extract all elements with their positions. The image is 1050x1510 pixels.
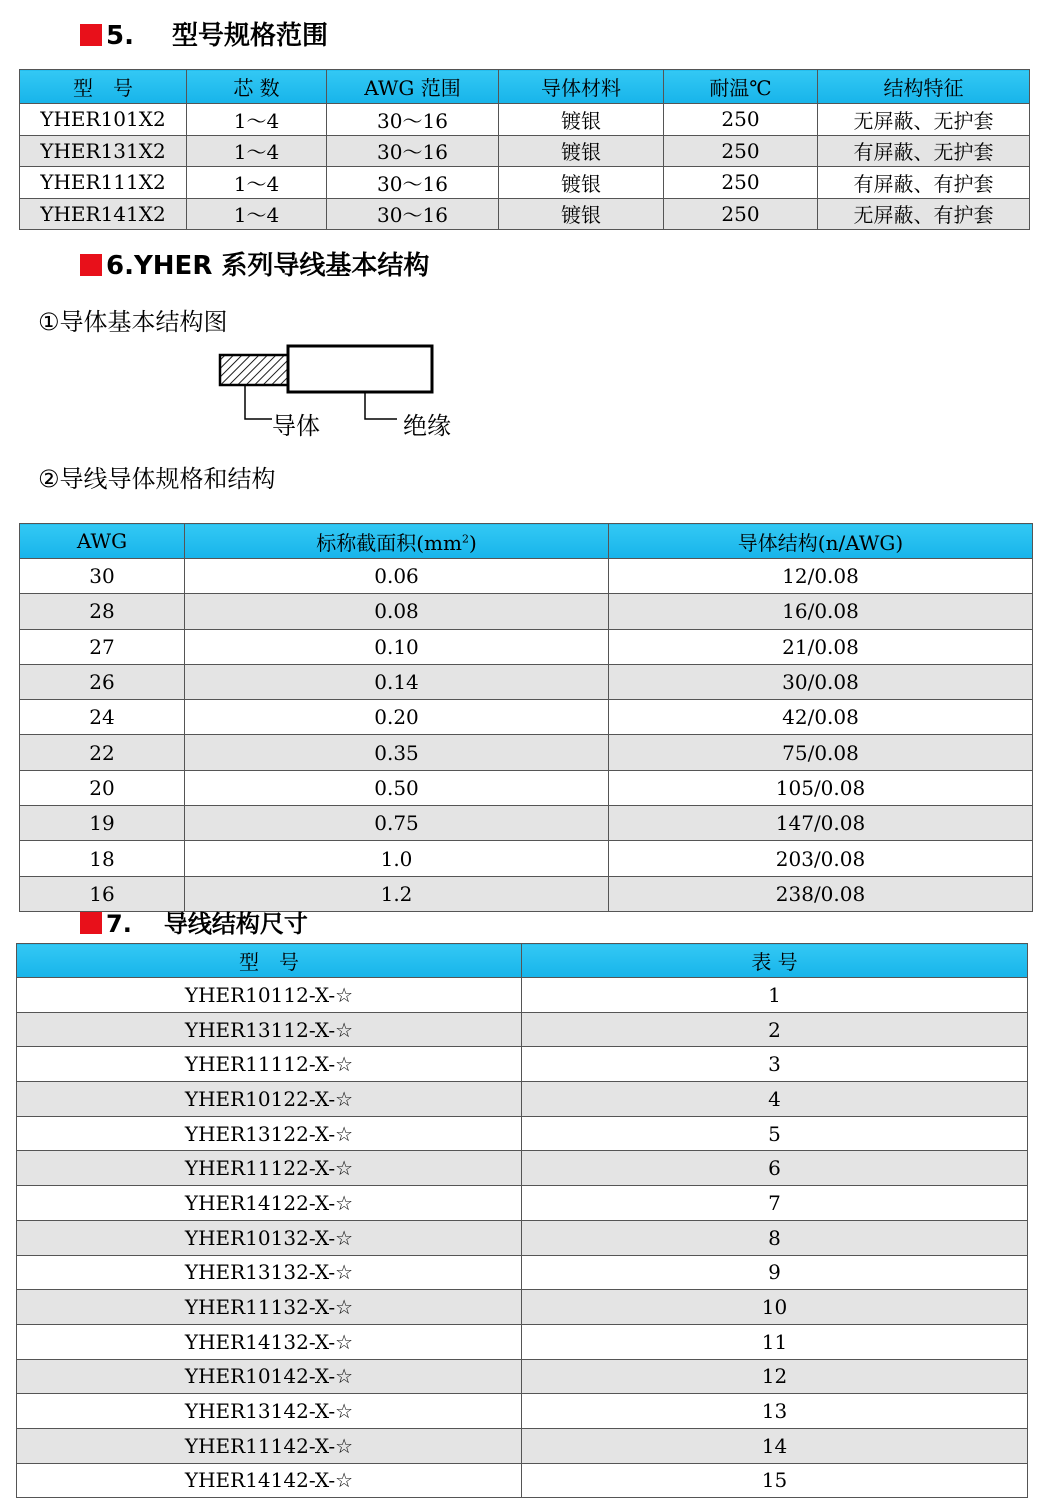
table-row xyxy=(17,1082,1028,1117)
table-cell: 6 xyxy=(522,1151,1028,1186)
table-cell: 28 xyxy=(20,594,185,629)
conductor-shape xyxy=(220,355,288,385)
table-cell: YHER13142-X-☆ xyxy=(17,1394,522,1429)
table-row xyxy=(20,735,1033,770)
awg-structure-table xyxy=(19,523,1033,912)
table-cell: 13 xyxy=(522,1394,1028,1429)
table-cell: 12/0.08 xyxy=(609,559,1033,594)
table-cell: 75/0.08 xyxy=(609,735,1033,770)
table-cell: 0.06 xyxy=(185,559,609,594)
table-cell: 1～4 xyxy=(187,198,327,230)
col-header: 型 号 xyxy=(20,70,187,104)
table-cell: 30～16 xyxy=(327,198,499,230)
table-row xyxy=(20,700,1033,735)
table-cell: 0.50 xyxy=(185,770,609,805)
table-cell: YHER101X2 xyxy=(20,104,187,136)
table-cell: YHER11112-X-☆ xyxy=(17,1047,522,1082)
table-cell: 19 xyxy=(20,806,185,841)
table-cell: 27 xyxy=(20,629,185,664)
table-cell: 30 xyxy=(20,559,185,594)
table-row xyxy=(20,104,1030,136)
table-cell: 镀银 xyxy=(499,167,664,199)
table-row xyxy=(20,629,1033,664)
table-cell: YHER11132-X-☆ xyxy=(17,1290,522,1325)
table-cell: 0.35 xyxy=(185,735,609,770)
table-cell: 147/0.08 xyxy=(609,806,1033,841)
insulation-leader-line xyxy=(365,393,397,419)
table-cell: 8 xyxy=(522,1220,1028,1255)
table-cell: YHER11122-X-☆ xyxy=(17,1151,522,1186)
table-cell: YHER10112-X-☆ xyxy=(17,978,522,1013)
table-cell: 镀银 xyxy=(499,135,664,167)
table-row xyxy=(17,1116,1028,1151)
conductor-leader-line xyxy=(245,386,272,419)
table-cell: YHER131X2 xyxy=(20,135,187,167)
table-row xyxy=(20,770,1033,805)
table-cell: 9 xyxy=(522,1255,1028,1290)
table-row xyxy=(20,806,1033,841)
table-row xyxy=(20,876,1033,911)
table-cell: 7 xyxy=(522,1186,1028,1221)
conductor-spec-caption: ②导线导体规格和结构 xyxy=(38,465,276,493)
insulation-shape xyxy=(288,346,432,392)
table-cell: 1～4 xyxy=(187,135,327,167)
table-row xyxy=(17,1151,1028,1186)
table-cell: 250 xyxy=(664,104,818,136)
col-header: 导体材料 xyxy=(499,70,664,104)
table-cell: 有屏蔽、有护套 xyxy=(818,167,1030,199)
table-row xyxy=(20,841,1033,876)
table-row xyxy=(20,167,1030,199)
table-cell: YHER10132-X-☆ xyxy=(17,1220,522,1255)
table-cell: 3 xyxy=(522,1047,1028,1082)
table-cell: YHER14122-X-☆ xyxy=(17,1186,522,1221)
conductor-label: 导体 xyxy=(272,412,320,440)
red-square-icon xyxy=(80,24,102,46)
table-cell: YHER13132-X-☆ xyxy=(17,1255,522,1290)
table-cell: 1.2 xyxy=(185,876,609,911)
table-row xyxy=(20,135,1030,167)
table-cell: 22 xyxy=(20,735,185,770)
table-row xyxy=(20,559,1033,594)
col-header: 导体结构(n/AWG) xyxy=(609,524,1033,559)
section-5-heading: 5. 型号规格范围 xyxy=(80,20,328,52)
section-7-heading: 7. 导线结构尺寸 xyxy=(80,908,308,940)
table-cell: 26 xyxy=(20,664,185,699)
table-cell: 1～4 xyxy=(187,104,327,136)
table-cell: 0.08 xyxy=(185,594,609,629)
table-cell: YHER141X2 xyxy=(20,198,187,230)
table-row xyxy=(17,1359,1028,1394)
table-cell: 203/0.08 xyxy=(609,841,1033,876)
table-cell: YHER10142-X-☆ xyxy=(17,1359,522,1394)
table-row xyxy=(17,1463,1028,1498)
col-header: AWG xyxy=(20,524,185,559)
col-header: AWG 范围 xyxy=(327,70,499,104)
table-row xyxy=(17,1324,1028,1359)
table-cell: 10 xyxy=(522,1290,1028,1325)
table-cell: 238/0.08 xyxy=(609,876,1033,911)
table-cell: 有屏蔽、无护套 xyxy=(818,135,1030,167)
table-cell: 镀银 xyxy=(499,198,664,230)
table-cell: YHER10122-X-☆ xyxy=(17,1082,522,1117)
red-square-icon xyxy=(80,254,102,276)
table-cell: YHER111X2 xyxy=(20,167,187,199)
table-cell: 16/0.08 xyxy=(609,594,1033,629)
table-cell: 5 xyxy=(522,1116,1028,1151)
table-row xyxy=(20,594,1033,629)
table-cell: 16 xyxy=(20,876,185,911)
table-cell: 12 xyxy=(522,1359,1028,1394)
table-cell: 15 xyxy=(522,1463,1028,1498)
model-spec-table xyxy=(19,69,1030,230)
table-cell: YHER13122-X-☆ xyxy=(17,1116,522,1151)
table-cell: YHER14142-X-☆ xyxy=(17,1463,522,1498)
table-cell: 2 xyxy=(522,1012,1028,1047)
table-cell: 镀银 xyxy=(499,104,664,136)
conductor-diagram-caption: ①导体基本结构图 xyxy=(38,308,228,336)
table-cell: 250 xyxy=(664,135,818,167)
table-row xyxy=(17,1255,1028,1290)
table-row xyxy=(17,1290,1028,1325)
table-cell: 24 xyxy=(20,700,185,735)
table-row xyxy=(17,1012,1028,1047)
section-6-heading: 6.YHER 系列导线基本结构 xyxy=(80,250,429,282)
table-row xyxy=(17,1394,1028,1429)
table-cell: 21/0.08 xyxy=(609,629,1033,664)
table-cell: 250 xyxy=(664,198,818,230)
table-cell: 0.14 xyxy=(185,664,609,699)
table-row xyxy=(17,1047,1028,1082)
table-cell: 250 xyxy=(664,167,818,199)
table-cell: 30～16 xyxy=(327,135,499,167)
table-cell: 20 xyxy=(20,770,185,805)
col-header-area: 标称截面积$(mm^2)$ xyxy=(185,524,609,559)
table-row xyxy=(20,664,1033,699)
table-cell: 0.75 xyxy=(185,806,609,841)
table-cell: YHER11142-X-☆ xyxy=(17,1428,522,1463)
table-cell: 30/0.08 xyxy=(609,664,1033,699)
table-cell: YHER13112-X-☆ xyxy=(17,1012,522,1047)
table-cell: 无屏蔽、无护套 xyxy=(818,104,1030,136)
table-cell: 1 xyxy=(522,978,1028,1013)
col-header: 耐温℃ xyxy=(664,70,818,104)
col-header: 表 号 xyxy=(522,944,1028,978)
table-row xyxy=(17,1220,1028,1255)
insulation-label: 绝缘 xyxy=(403,412,451,440)
table-row xyxy=(17,1186,1028,1221)
table-cell: YHER14132-X-☆ xyxy=(17,1324,522,1359)
table-cell: 14 xyxy=(522,1428,1028,1463)
table-cell: 0.10 xyxy=(185,629,609,664)
table-cell: 30～16 xyxy=(327,104,499,136)
col-header: 型 号 xyxy=(17,944,522,978)
table-cell: 0.20 xyxy=(185,700,609,735)
table-cell: 18 xyxy=(20,841,185,876)
table-row xyxy=(17,1428,1028,1463)
table-row xyxy=(17,978,1028,1013)
table-cell: 30～16 xyxy=(327,167,499,199)
col-header: 结构特征 xyxy=(818,70,1030,104)
table-cell: 11 xyxy=(522,1324,1028,1359)
table-cell: 105/0.08 xyxy=(609,770,1033,805)
table-cell: 1.0 xyxy=(185,841,609,876)
table-cell: 4 xyxy=(522,1082,1028,1117)
table-cell: 无屏蔽、有护套 xyxy=(818,198,1030,230)
red-square-icon xyxy=(80,912,102,934)
table-row xyxy=(20,198,1030,230)
table-cell: 42/0.08 xyxy=(609,700,1033,735)
table-cell: 1～4 xyxy=(187,167,327,199)
col-header: 芯 数 xyxy=(187,70,327,104)
wire-dimension-table xyxy=(16,943,1028,1498)
